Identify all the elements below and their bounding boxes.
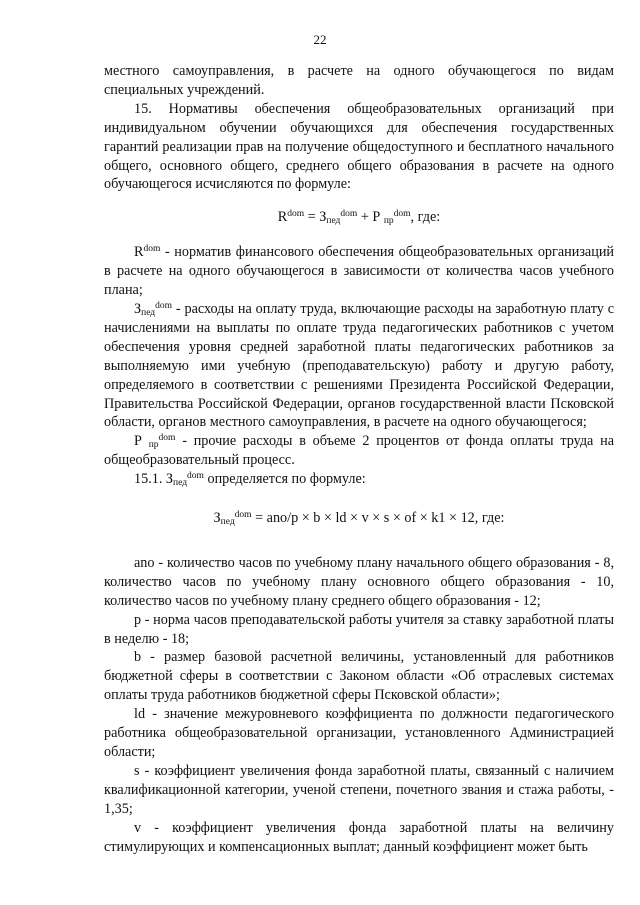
formula-z-ped-dom: $З_{пед}^{dom} = ano/p \times b$ × ld × v × s × of × k1 × 12, где: (213, 510, 505, 528)
sub-ped: пед (326, 216, 341, 227)
definition-p: Р $_{пр}^{dom}$ - прочие расходы в объеме 2 процентов от фонда оплаты труда на общеобразовательный процесс. (104, 433, 615, 469)
definition-p-norm: p - норма часов преподавательской работы учителя за ставку заработной платы в неделю - 18; (104, 611, 614, 647)
definition-ano: ano - количество часов по учебному плану начального общего образования - 8, количество часов по учебному плану основного общего образования - 10, количество часов по учебному плану среднего общего образования - 12; (104, 554, 614, 609)
op-eq: = (304, 209, 320, 226)
definition-z: $З_{пед}^{dom}$ - расходы на оплату труда, включающие расходы на заработную плату с начислениями на выплаты по оплате труда педагогических работников с учетом обеспечения уровня средней заработной платы педагогических работников за выполняемую ими учебную (преподавательскую) работу и другую работу, определяемого в соответствии с решениями Президента Российской Федерации, Правительства Российской Федерации, органов государственной власти Псковской области, органов местного самоуправления, в расчете на одного обучающегося; (104, 300, 614, 431)
paragraph-15: 15. Нормативы обеспечения общеобразовательных организаций при индивидуальном обучении обучающихся для обеспечения государственных гарантий реализации прав на получение общедоступного и бесплатного начального общего, основного общего, среднего общего образования в расчете на одного обучающегося исчисляются по формуле: (104, 100, 614, 193)
formula-tail: , где: (410, 209, 441, 226)
definition-v: v - коэффициент увеличения фонда заработной платы на величину стимулирующих и компенсационных выплат; данный коэффициент может быть (104, 819, 614, 855)
document-body (104, 62, 614, 856)
sup-dom: dom (393, 209, 411, 220)
formula2-rhs: = ano/p × b × ld × v × s × of × k1 × 12, где: (251, 510, 505, 527)
paragraph-continuation: местного самоуправления, в расчете на одного обучающегося по видам специальных учреждений. (104, 63, 614, 98)
sub-pr: пр (383, 216, 394, 227)
definition-b: b - размер базовой расчетной величины, установленный для работников бюджетной сферы в соответствии с Законом области «Об отраслевых системах оплаты труда работников бюджетной сферы Псковской области»; (104, 649, 614, 704)
op-plus: + (357, 209, 373, 226)
sup-dom: dom (340, 209, 358, 220)
page-number: 22 (313, 32, 327, 47)
formula-r-dom (104, 208, 614, 227)
definition-s: s - коэффициент увеличения фонда заработной платы, связанный с наличием квалификационной категории, ученой степени, почетного звания и стажа работы, - 1,35; (104, 762, 614, 817)
sup-dom: dom (287, 209, 305, 220)
definition-r: $R^{dom}$ - норматив финансового обеспечения общеобразовательных организаций в расчете на одного обучающегося в зависимости от количества часов учебного плана; (104, 244, 614, 299)
definition-ld: ld - значение межуровневого коэффициента по должности педагогического работника общеобразовательной организации, установленного Администрацией области; (104, 706, 614, 760)
sym-p: Р (372, 209, 381, 226)
sym-r: R (277, 209, 288, 226)
paragraph-15-1: 15.1. $З_{пед}^{dom}$ определяется по формуле: (134, 471, 366, 489)
sym-z: З (319, 209, 327, 226)
